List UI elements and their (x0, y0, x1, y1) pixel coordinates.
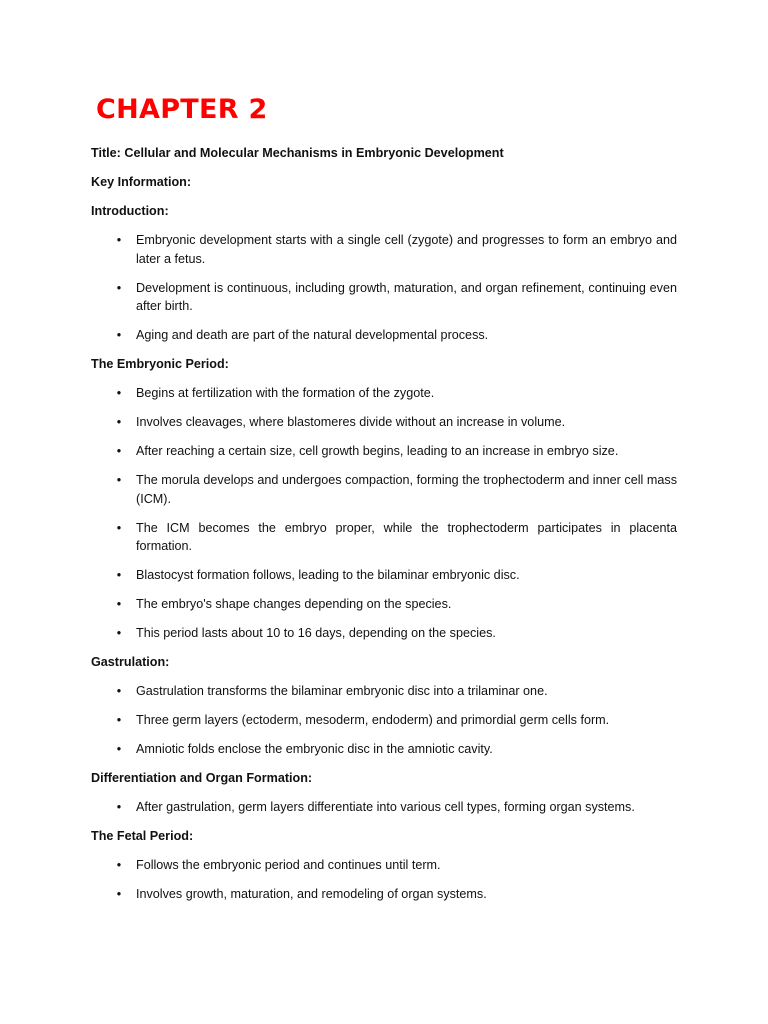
list-item-text: Blastocyst formation follows, leading to the bilaminar embryonic disc. (136, 568, 520, 582)
bullet-icon: • (116, 444, 122, 458)
list-item-text: Involves growth, maturation, and remodeling of organ systems. (136, 887, 487, 901)
bullet-icon: • (116, 713, 122, 727)
bullet-icon: • (116, 568, 122, 582)
list-item (91, 711, 677, 730)
list-item-text: Involves cleavages, where blastomeres divide without an increase in volume. (136, 415, 566, 429)
list-item (91, 885, 677, 904)
list-item-text: This period lasts about 10 to 16 days, depending on the species. (136, 626, 496, 640)
bullet-icon: • (116, 520, 122, 535)
list-item-text: After reaching a certain size, cell growth begins, leading to an increase in embryo size. (136, 444, 619, 458)
bullet-list-fetal-period (91, 856, 677, 904)
list-item (91, 326, 677, 345)
list-item-text: The ICM becomes the embryo proper, while the trophectoderm participates in placenta formation. (136, 520, 677, 553)
list-item (91, 624, 677, 643)
list-item (91, 231, 677, 268)
list-item-text: Begins at fertilization with the formation of the zygote. (136, 386, 435, 400)
bullet-icon: • (116, 597, 122, 611)
list-item-text: The embryo's shape changes depending on the species. (136, 597, 452, 611)
bullet-icon: • (116, 386, 122, 400)
bullet-icon: • (116, 473, 122, 487)
bullet-icon: • (116, 887, 122, 901)
bullet-icon: • (116, 684, 122, 698)
bullet-list-gastrulation (91, 682, 677, 759)
bullet-icon: • (116, 233, 122, 247)
bullet-list-embryonic-period (91, 384, 677, 643)
document-title: Title: Cellular and Molecular Mechanisms in Embryonic Development (91, 146, 504, 160)
list-item (91, 471, 677, 508)
list-item-text: Gastrulation transforms the bilaminar embryonic disc into a trilaminar one. (136, 684, 548, 698)
list-item-text: Development is continuous, including growth, maturation, and organ refinement, continuing even after birth. (136, 280, 677, 313)
list-item-text: The morula develops and undergoes compaction, forming the trophectoderm and inner cell mass (ICM). (136, 473, 677, 506)
section-heading-differentiation: Differentiation and Organ Formation: (91, 771, 313, 785)
list-item-text: After gastrulation, germ layers differentiate into various cell types, forming organ systems. (136, 800, 635, 814)
list-item (91, 595, 677, 614)
list-item (91, 519, 677, 556)
list-item-text: Follows the embryonic period and continues until term. (136, 858, 441, 872)
list-item-text: Amniotic folds enclose the embryonic disc in the amniotic cavity. (136, 742, 493, 756)
list-item-text: Three germ layers (ectoderm, mesoderm, endoderm) and primordial germ cells form. (136, 713, 610, 727)
bullet-icon: • (116, 858, 122, 872)
list-item (91, 740, 677, 759)
bullet-icon: • (116, 800, 122, 814)
list-item-text: Aging and death are part of the natural developmental process. (136, 328, 489, 342)
chapter-heading: CHAPTER 2 (96, 94, 268, 125)
section-heading-embryonic-period: The Embryonic Period: (91, 357, 229, 371)
section-heading-introduction: Introduction: (91, 204, 169, 218)
bullet-icon: • (116, 328, 122, 342)
list-item (91, 856, 677, 875)
key-information-label: Key Information: (91, 175, 192, 189)
document-body (91, 144, 677, 914)
list-item (91, 413, 677, 432)
bullet-icon: • (116, 742, 122, 756)
list-item (91, 384, 677, 403)
bullet-list-differentiation (91, 798, 677, 817)
section-heading-gastrulation: Gastrulation: (91, 655, 170, 669)
list-item (91, 798, 677, 817)
list-item (91, 566, 677, 585)
list-item (91, 279, 677, 316)
list-item (91, 682, 677, 701)
section-heading-fetal-period: The Fetal Period: (91, 829, 194, 843)
list-item (91, 442, 677, 461)
bullet-icon: • (116, 626, 122, 640)
bullet-icon: • (116, 280, 122, 295)
bullet-list-introduction (91, 231, 677, 345)
list-item-text: Embryonic development starts with a single cell (zygote) and progresses to form an embryo and later a fetus. (136, 233, 677, 266)
bullet-icon: • (116, 415, 122, 429)
